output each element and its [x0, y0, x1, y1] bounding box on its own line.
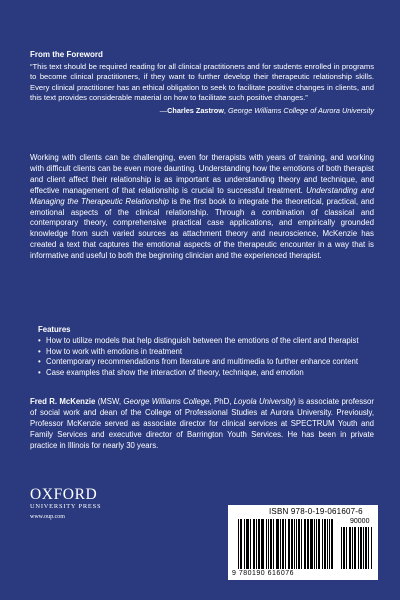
barcode-addon-bar [366, 527, 367, 569]
barcode-bar [285, 519, 286, 569]
feature-item: • How to work with emotions in treatment [38, 347, 374, 357]
barcode-bar [238, 519, 239, 569]
barcode-bar [277, 519, 278, 569]
barcode-addon-bar [346, 527, 347, 569]
barcode-bar [332, 519, 333, 569]
barcode-bar [241, 519, 242, 569]
feature-item: • Contemporary recommendations from literature and multimedia to further enhance content [38, 357, 374, 367]
attribution-dash: — [159, 105, 168, 115]
barcode-bar [271, 519, 272, 569]
barcode-addon-bar [365, 527, 366, 569]
publisher-logo [30, 487, 120, 522]
foreword-section [30, 50, 374, 117]
barcode-addon-bar [360, 527, 361, 569]
barcode-addon-bar [361, 527, 362, 569]
publisher-name: OXFORD [30, 486, 98, 503]
bio-part2: , PhD, [209, 397, 234, 406]
barcode-bar [307, 519, 308, 569]
barcode-bar [253, 519, 254, 569]
author-name: Fred R. McKenzie [30, 397, 96, 406]
barcode-addon-bar [344, 527, 345, 569]
barcode-bar [329, 519, 330, 569]
bio-part1: (MSW, [95, 397, 124, 406]
barcode-digits: 9 780190 616076 [232, 570, 294, 577]
attribution-name: Charles Zastrow [167, 105, 224, 115]
barcode-addon-bar [358, 527, 359, 569]
barcode-bar [318, 519, 319, 569]
description-paragraph [30, 153, 374, 262]
feature-item: • Case examples that show the interaction of theory, technique, and emotion [38, 368, 374, 378]
barcode-addon-bar [363, 527, 364, 569]
description-part1: Working with clients can be challenging, even for therapists with years of training, and working with difficult clients can be even more daunting. Understanding how the emotions of both therapist and client affect their relationship is as important as understanding theory and technique, and effective management of that relationship is crucial to successful treatment. [30, 153, 374, 195]
foreword-attribution: —Charles Zastrow, George Williams College of Aurora University [159, 105, 374, 115]
barcode-bar [289, 519, 290, 569]
features-section [38, 325, 374, 378]
barcode-addon-bar [349, 527, 350, 569]
barcode-bar [308, 519, 309, 569]
barcode-bar [316, 519, 317, 569]
barcode-bar [278, 519, 279, 569]
barcode-bar [263, 519, 264, 569]
barcode-bar [322, 519, 323, 569]
foreword-quote: “This text should be required reading for all clinical practitioners and for students enrolled in programs to become clinical practitioners, if they want to further develop their therapeutic relationship skills. Every clinical practitioner has an ethical obligation to seek to facilitate positive changes in clients, and this text provides considerable material on how to facilitate such positive changes.” [30, 61, 374, 103]
barcode-addon-bar [350, 527, 351, 569]
barcode-bar [314, 519, 315, 569]
bio-part3: ) is associate professor of social work and dean of the College of Professional Studies at Aurora University. Previously, Professor McKenzie served as associate director for clinical services at SPECTRUM Youth and Family Services and executive director of Barrington Youth Services. He has been in private practice in Illinois for nearly 30 years. [30, 397, 374, 450]
barcode-addon-bar [354, 527, 355, 569]
barcode-bar [258, 519, 259, 569]
barcode-bar [268, 519, 269, 569]
barcode-bar [247, 519, 248, 569]
barcode-bar [304, 519, 305, 569]
barcode-bar [305, 519, 306, 569]
isbn-text: ISBN 978-0-19-061607-6 [269, 507, 363, 516]
book-title: Understanding and Managing the Therapeutic Relationship [30, 185, 374, 206]
attribution-affiliation: George Williams College of Aurora University [227, 105, 374, 115]
barcode-addon-bar [343, 527, 344, 569]
barcode-addon-bar [352, 527, 353, 569]
barcode-bar [262, 519, 263, 569]
barcode-bar [294, 519, 295, 569]
barcode-bar [282, 519, 283, 569]
publisher-press: UNIVERSITY PRESS [30, 503, 102, 510]
barcode-bar [325, 519, 326, 569]
barcode-bar [310, 519, 311, 569]
price-code: 90000 [350, 518, 370, 525]
barcode-bar [273, 519, 274, 569]
barcode-bar [254, 519, 255, 569]
bio-school2: Loyola University [233, 397, 294, 406]
barcode-addon-bar [368, 527, 369, 569]
barcode-bar [240, 519, 241, 569]
barcode-addon-bar [355, 527, 356, 569]
barcode-bar [324, 519, 325, 569]
barcode-bar [299, 519, 300, 569]
barcode-bar [331, 519, 332, 569]
barcode-bar [266, 519, 267, 569]
barcode-bar [259, 519, 260, 569]
features-list [38, 336, 374, 378]
features-heading: Features [38, 325, 71, 334]
barcode-bar [250, 519, 251, 569]
bio-school1: George Williams College [123, 397, 210, 406]
isbn-barcode [228, 505, 378, 580]
barcode-bar [288, 519, 289, 569]
barcode-bar [312, 519, 313, 569]
barcode-bar [319, 519, 320, 569]
barcode-bar [292, 519, 293, 569]
barcode-bar [296, 519, 297, 569]
barcode-addon-bar [341, 527, 342, 569]
barcode-graphic [228, 505, 378, 580]
publisher-url: www.oup.com [30, 514, 65, 520]
barcode-bar [256, 519, 257, 569]
barcode-bar [283, 519, 284, 569]
author-bio [30, 397, 374, 452]
barcode-bar [270, 519, 271, 569]
barcode-bar [261, 519, 262, 569]
barcode-bar [327, 519, 328, 569]
description-part2: is the first book to integrate the theoretical, practical, and emotional aspects of the clinical relationship. Through a combination of classical and contemporary theory, comprehensive practical case applications, and empirically grounded knowledge from such varied sources as attachment theory and neuroscience, McKenzie has created a text that captures the emotional aspects of the therapeutic encounter in a way that is informative and useful to both the beginning clinician and the experienced therapist. [30, 196, 374, 261]
feature-item: • How to utilize models that help distinguish between the emotions of the client and therapist [38, 336, 374, 346]
barcode-bar [311, 519, 312, 569]
barcode-bar [248, 519, 249, 569]
barcode-bar [298, 519, 299, 569]
barcode-bar [276, 519, 277, 569]
barcode-bar [291, 519, 292, 569]
barcode-addon-bar [371, 527, 372, 569]
barcode-bar [244, 519, 245, 569]
barcode-bar [301, 519, 302, 569]
barcode-bar [246, 519, 247, 569]
foreword-heading: From the Foreword [30, 50, 103, 59]
barcode-bar [280, 519, 281, 569]
